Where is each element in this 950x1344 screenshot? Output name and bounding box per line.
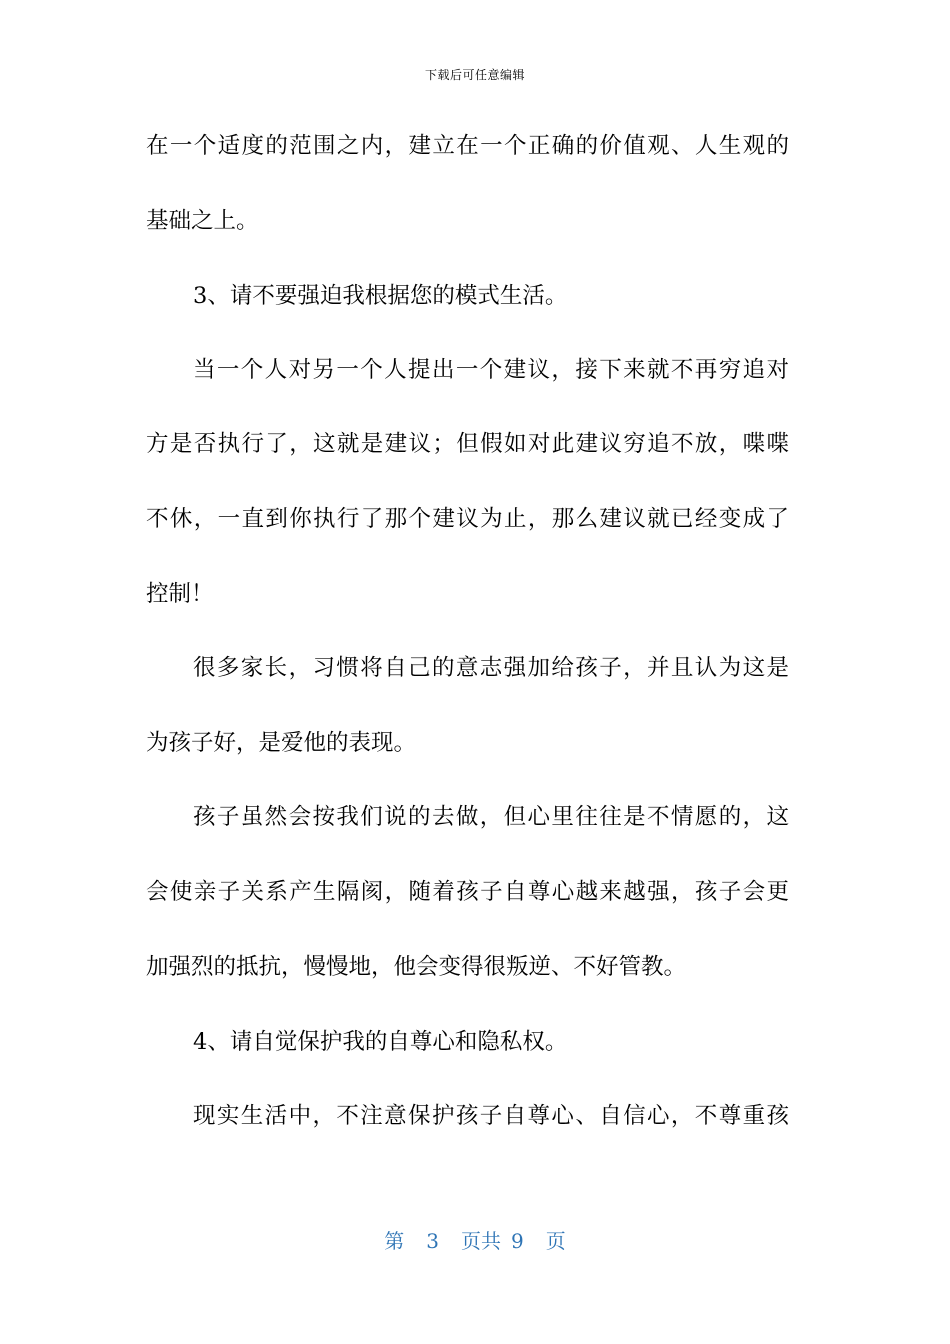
page-footer xyxy=(0,1225,950,1254)
total-pages-number: 9 xyxy=(511,1229,524,1253)
body-text-line: 在一个适度的范围之内，建立在一个正确的价值观、人生观的 xyxy=(146,133,789,159)
section-heading: 3、请不要强迫我根据您的模式生活。 xyxy=(193,283,568,309)
body-text-line: 会使亲子关系产生隔阂，随着孩子自尊心越来越强，孩子会更 xyxy=(146,879,789,905)
footer-prefix: 第 xyxy=(384,1229,405,1253)
body-text-line: 为孩子好，是爱他的表现。 xyxy=(146,730,417,756)
body-text-line: 孩子虽然会按我们说的去做，但心里往往是不情愿的，这 xyxy=(193,804,789,830)
body-text-line: 加强烈的抵抗，慢慢地，他会变得很叛逆、不好管教。 xyxy=(146,954,687,980)
section-heading: 4、请自觉保护我的自尊心和隐私权。 xyxy=(193,1029,568,1055)
body-text-line: 当一个人对另一个人提出一个建议，接下来就不再穷追对 xyxy=(193,357,789,383)
body-text-line: 方是否执行了，这就是建议；但假如对此建议穷追不放，喋喋 xyxy=(146,431,789,457)
body-text-line: 很多家长，习惯将自己的意志强加给孩子，并且认为这是 xyxy=(193,655,789,681)
page-header: 下载后可任意编辑 xyxy=(424,68,525,82)
footer-suffix: 页 xyxy=(545,1229,566,1253)
body-text-line: 控制！ xyxy=(146,581,214,607)
body-text-line: 基础之上。 xyxy=(146,208,259,234)
current-page-number: 3 xyxy=(426,1229,439,1253)
body-text-line: 现实生活中，不注意保护孩子自尊心、自信心，不尊重孩 xyxy=(193,1103,789,1129)
footer-middle: 页共 xyxy=(461,1229,501,1253)
body-text-line: 不休，一直到你执行了那个建议为止，那么建议就已经变成了 xyxy=(146,506,789,532)
